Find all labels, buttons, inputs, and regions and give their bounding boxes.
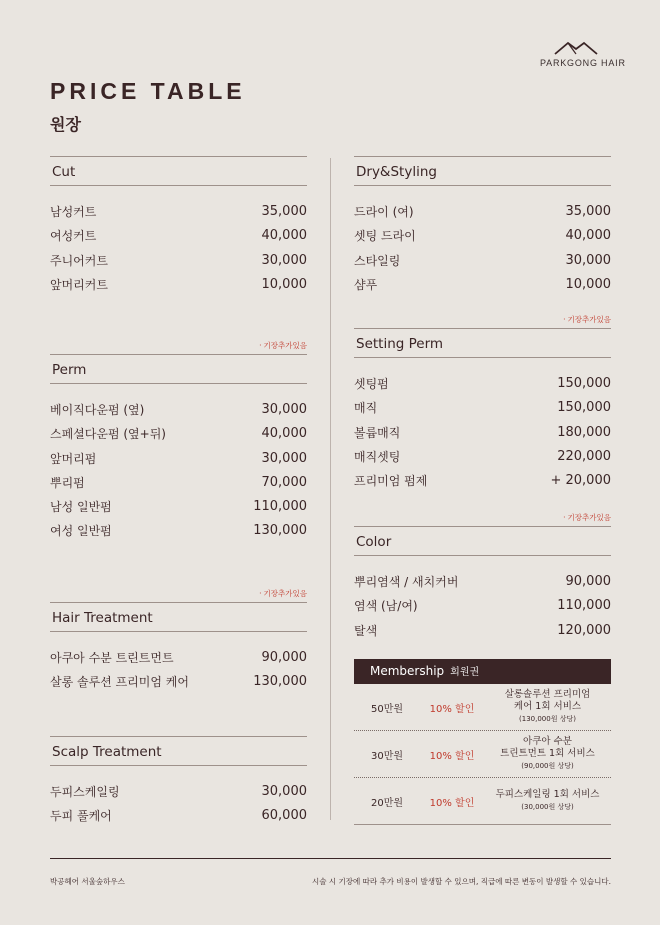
service-name: 남성커트	[50, 205, 97, 219]
membership-service	[484, 736, 611, 772]
service-name: 아쿠아 수분 트린트먼트	[50, 651, 174, 665]
service-name: 드라이 (여)	[354, 205, 414, 219]
section-title: Hair Treatment	[50, 602, 307, 632]
service-name: 볼륨매직	[354, 425, 401, 440]
price-row	[50, 646, 307, 670]
page-title: PRICE TABLE	[50, 78, 246, 104]
price-row	[354, 249, 611, 273]
service-name: 샴푸	[354, 277, 378, 292]
membership-amount: 30만원	[370, 750, 404, 762]
service-price: 130,000	[253, 523, 307, 539]
service-price: 30,000	[565, 252, 611, 268]
price-row	[354, 570, 611, 594]
price-row	[354, 200, 611, 224]
membership-header	[354, 659, 611, 684]
price-list	[50, 200, 307, 297]
column-divider	[330, 158, 331, 820]
service-value: (30,000원 상당)	[521, 803, 574, 811]
service-price: 40,000	[565, 228, 611, 244]
service-name: 뿌리펌	[50, 475, 85, 490]
section-title: Dry&Styling	[354, 156, 611, 186]
section-perm	[50, 354, 307, 544]
price-row	[354, 273, 611, 297]
service-name: 프리미엄 펌제	[354, 474, 428, 489]
price-list	[50, 398, 307, 544]
service-price: 120,000	[557, 622, 611, 638]
price-row	[354, 619, 611, 643]
price-list	[354, 200, 611, 297]
price-row	[50, 471, 307, 495]
service-name: 앞머리커트	[50, 277, 108, 292]
service-price: 90,000	[565, 574, 611, 589]
membership-row	[354, 778, 611, 825]
service-price: 110,000	[557, 598, 611, 614]
price-row	[354, 421, 611, 445]
service-price: 10,000	[565, 276, 611, 292]
service-name: 여성 일반펌	[50, 524, 112, 539]
section-title: Cut	[50, 156, 307, 186]
price-row	[50, 519, 307, 543]
service-name: 매직셋팅	[354, 449, 401, 464]
membership-amount: 50만원	[370, 703, 404, 715]
service-line: 케어 1회 서비스	[513, 701, 582, 712]
section-setting-perm	[354, 328, 611, 493]
service-price: 30,000	[261, 252, 307, 268]
membership-service	[484, 789, 611, 813]
length-note: · 기장추가있음	[563, 315, 611, 324]
membership-discount: 10% 할인	[429, 797, 475, 809]
price-row	[354, 396, 611, 420]
section-dry-styling	[354, 156, 611, 297]
membership-row	[354, 731, 611, 778]
service-price: 60,000	[261, 808, 307, 824]
service-name: 염색 (남/여)	[354, 599, 418, 614]
footer-salon-name: 박공헤어 서울숲하우스	[50, 877, 125, 886]
brand-logo	[540, 40, 626, 68]
service-price: + 20,000	[550, 473, 611, 489]
price-list	[50, 646, 307, 695]
service-value: (90,000원 상당)	[521, 762, 574, 770]
service-name: 스타일링	[354, 253, 401, 268]
membership-box	[354, 659, 611, 825]
price-list	[50, 780, 307, 829]
service-price: 30,000	[261, 450, 307, 466]
price-row	[50, 422, 307, 446]
service-name: 두피 풀케어	[50, 809, 112, 824]
service-name: 여성커트	[50, 229, 97, 244]
membership-discount: 10% 할인	[429, 703, 475, 715]
price-row	[50, 273, 307, 297]
membership-rows	[354, 684, 611, 825]
service-name: 셋팅 드라이	[354, 229, 416, 244]
price-list	[354, 372, 611, 493]
roof-icon	[554, 40, 598, 56]
price-row	[50, 200, 307, 224]
service-name: 베이직다운펌 (옆)	[50, 403, 145, 417]
section-color	[354, 526, 611, 643]
service-name: 매직	[354, 401, 378, 416]
section-scalp	[50, 736, 307, 829]
length-note: · 기장추가있음	[259, 589, 307, 598]
service-price: 110,000	[253, 499, 307, 515]
service-price: 40,000	[261, 228, 307, 244]
membership-amount: 20만원	[370, 797, 404, 809]
price-row	[50, 495, 307, 519]
section-cut	[50, 156, 307, 297]
service-price: 30,000	[261, 784, 307, 799]
section-treatment	[50, 602, 307, 695]
service-price: 30,000	[261, 402, 307, 417]
price-row	[50, 447, 307, 471]
price-row	[50, 249, 307, 273]
service-name: 살롱 솔루션 프리미엄 케어	[50, 675, 189, 690]
service-name: 두피스케일링	[50, 785, 120, 799]
membership-row	[354, 684, 611, 731]
service-value: (130,000원 상당)	[519, 715, 576, 723]
section-title: Scalp Treatment	[50, 736, 307, 766]
price-row	[354, 594, 611, 618]
price-row	[354, 224, 611, 248]
service-name: 탈색	[354, 623, 378, 638]
service-price: 10,000	[261, 276, 307, 292]
service-price: 130,000	[253, 674, 307, 690]
service-line: 아쿠아 수분	[523, 736, 572, 747]
page-subtitle: 원장	[50, 115, 81, 134]
service-price: 35,000	[261, 204, 307, 219]
length-note: · 기장추가있음	[563, 513, 611, 522]
service-name: 앞머리펌	[50, 451, 97, 466]
price-row	[354, 469, 611, 493]
price-row	[50, 670, 307, 694]
price-row	[354, 445, 611, 469]
logo-text: PARKGONG HAIR	[540, 58, 626, 68]
price-row	[50, 804, 307, 828]
price-row	[50, 224, 307, 248]
membership-title: Membership	[370, 664, 445, 678]
service-price: 40,000	[261, 426, 307, 442]
price-list	[354, 570, 611, 643]
length-note: · 기장추가있음	[259, 341, 307, 350]
service-name: 스페셜다운펌 (옆+뒤)	[50, 427, 166, 442]
section-title: Color	[354, 526, 611, 556]
service-price: 70,000	[261, 474, 307, 490]
service-price: 150,000	[557, 376, 611, 391]
service-price: 35,000	[565, 204, 611, 219]
membership-service	[484, 689, 611, 725]
footer-divider	[50, 858, 611, 859]
price-row	[50, 398, 307, 422]
service-price: 220,000	[557, 448, 611, 464]
membership-subtitle: 회원권	[450, 667, 480, 678]
price-row	[354, 372, 611, 396]
service-price: 150,000	[557, 400, 611, 416]
service-name: 뿌리염색 / 새치커버	[354, 575, 459, 589]
service-line: 살롱솔루션 프리미엄	[504, 689, 591, 700]
service-name: 남성 일반펌	[50, 500, 112, 515]
section-title: Perm	[50, 354, 307, 384]
service-name: 셋팅펌	[354, 377, 389, 391]
service-line: 두피스케일링 1회 서비스	[495, 789, 600, 800]
service-name: 주니어커트	[50, 253, 108, 268]
service-price: 90,000	[261, 650, 307, 665]
membership-discount: 10% 할인	[429, 750, 475, 762]
price-row	[50, 780, 307, 804]
service-line: 트린트먼트 1회 서비스	[500, 748, 595, 759]
section-title: Setting Perm	[354, 328, 611, 358]
service-price: 180,000	[557, 424, 611, 440]
footer-disclaimer: 시술 시 기장에 따라 추가 비용이 발생할 수 있으며, 직급에 따른 변동이 발생할 수 있습니다.	[312, 877, 611, 886]
